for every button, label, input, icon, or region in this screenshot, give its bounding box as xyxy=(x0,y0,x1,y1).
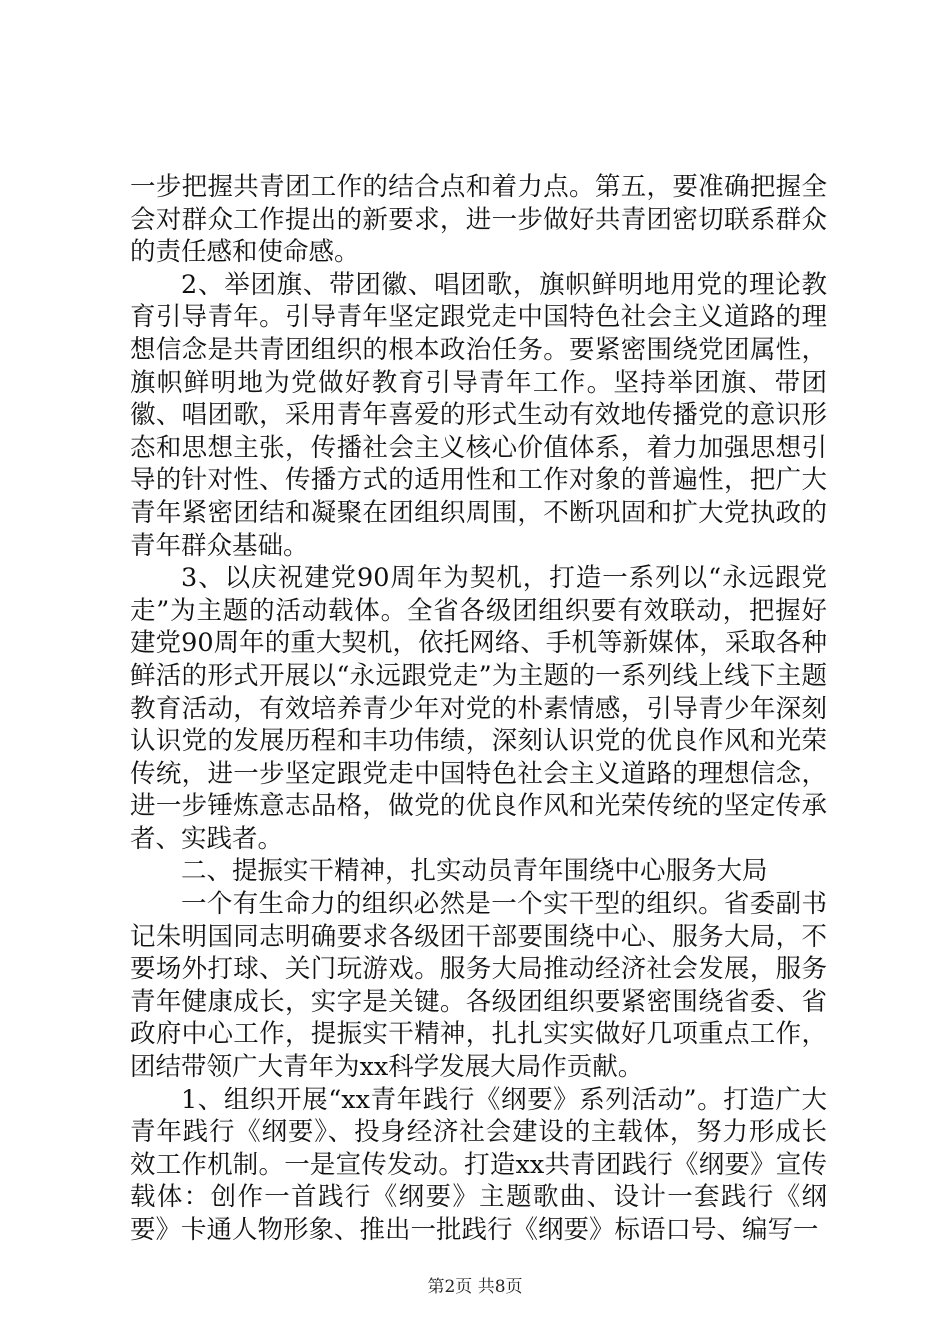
page-number-footer: 第2页 共8页 xyxy=(427,1277,523,1297)
paragraph-4: 一个有生命力的组织必然是一个实干型的组织。省委副书记朱明国同志明确要求各级团干部要围绕中心、服务大局，不要场外打球、关门玩游戏。服务大局推动经济社会发展，服务青年健康成长，实字是关键。各级团组织要紧密围绕省委、省政府中心工作，提振实干精神，扎扎实实做好几项重点工作，团结带领广大青年为xx科学发展大局作贡献。 xyxy=(130,889,827,1083)
paragraph-5: 1、组织开展“xx青年践行《纲要》系列活动”。打造广大青年践行《纲要》、投身经济社会建设的主载体，努力形成长效工作机制。一是宣传发动。打造xx共青团践行《纲要》宣传载体：创作一首践行《纲要》主题歌曲、设计一套践行《纲要》卡通人物形象、推出一批践行《纲要》标语口号、编写一 xyxy=(130,1084,827,1245)
paragraph-3: 3、以庆祝建党90周年为契机，打造一系列以“永远跟党走”为主题的活动载体。全省各级团组织要有效联动，把握好建党90周年的重大契机，依托网络、手机等新媒体，采取各种鲜活的形式开展以“永远跟党走”为主题的一系列线上线下主题教育活动，有效培养青少年对党的朴素情感，引导青少年深刻认识党的发展历程和丰功伟绩，深刻认识党的优良作风和光荣传统，进一步坚定跟党走中国特色社会主义道路的理想信念，进一步锤炼意志品格，做党的优良作风和光荣传统的坚定传承者、实践者。 xyxy=(130,563,827,854)
document-body xyxy=(130,171,827,1247)
section-heading: 二、提振实干精神，扎实动员青年围绕中心服务大局 xyxy=(181,856,768,887)
paragraph-2: 2、举团旗、带团徽、唱团歌，旗帜鲜明地用党的理论教育引导青年。引导青年坚定跟党走中国特色社会主义道路的理想信念是共青团组织的根本政治任务。要紧密围绕党团属性，旗帜鲜明地为党做好教育引导青年工作。坚持举团旗、带团徽、唱团歌，采用青年喜爱的形式生动有效地传播党的意识形态和思想主张，传播社会主义核心价值体系，着力加强思想引导的针对性、传播方式的适用性和工作对象的普遍性，把广大青年紧密团结和凝聚在团组织周围，不断巩固和扩大党执政的青年群众基础。 xyxy=(130,269,827,561)
paragraph-1: 一步把握共青团工作的结合点和着力点。第五，要准确把握全会对群众工作提出的新要求，进一步做好共青团密切联系群众的责任感和使命感。 xyxy=(130,172,827,268)
